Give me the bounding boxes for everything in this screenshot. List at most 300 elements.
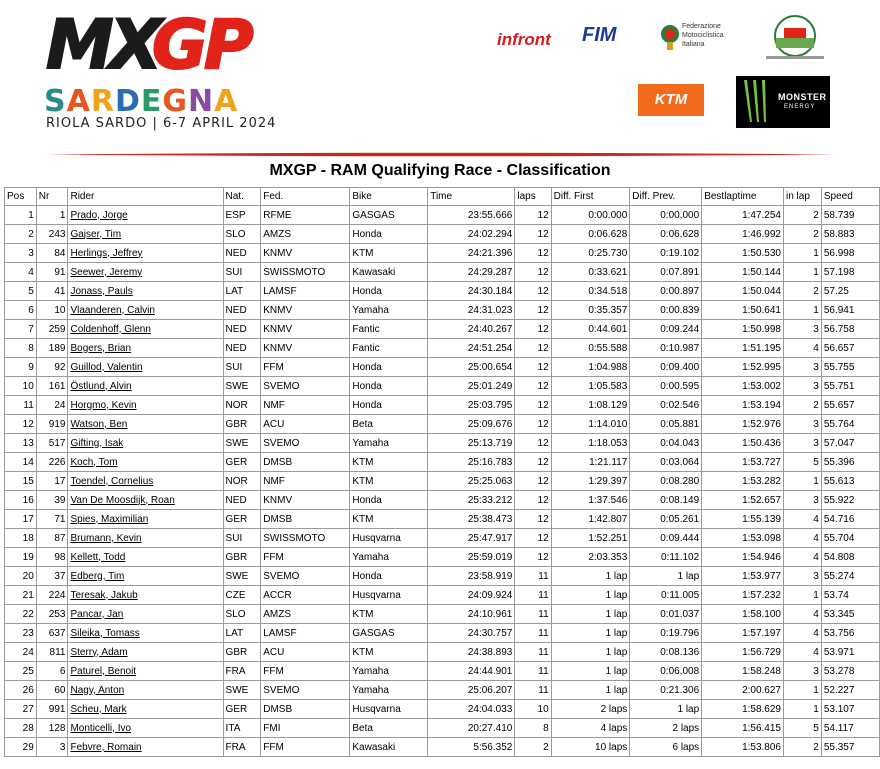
cell-laps: 12 [515,206,551,225]
cell-rider[interactable]: Paturel, Benoit [68,662,223,681]
cell-in-lap: 3 [784,358,822,377]
cell-rider[interactable]: Prado, Jorge [68,206,223,225]
cell-bike: GASGAS [350,206,428,225]
cell-fed: KNMV [261,491,350,510]
cell-diff-prev: 0:03.064 [630,453,702,472]
cell-nat: CZE [223,586,261,605]
cell-speed: 55.704 [821,529,879,548]
cell-speed: 56.998 [821,244,879,263]
cell-bike: GASGAS [350,624,428,643]
cell-time: 23:58.919 [428,567,515,586]
cell-speed: 58.739 [821,206,879,225]
cell-rider[interactable]: Febvre, Romain [68,738,223,757]
cell-fed: SVEMO [261,434,350,453]
fmi-logo [660,22,740,58]
cell-diff-first: 1:42.807 [551,510,630,529]
cell-nr: 98 [36,548,68,567]
cell-nat: SLO [223,225,261,244]
cell-speed: 54.716 [821,510,879,529]
cell-laps: 12 [515,339,551,358]
cell-rider[interactable]: Spies, Maximilian [68,510,223,529]
cell-laps: 11 [515,662,551,681]
cell-bestlaptime: 1:56.415 [702,719,784,738]
cell-nr: 253 [36,605,68,624]
cell-diff-prev: 0:09.444 [630,529,702,548]
cell-pos: 16 [5,491,37,510]
cell-pos: 9 [5,358,37,377]
cell-nat: ITA [223,719,261,738]
cell-fed: SVEMO [261,377,350,396]
event-name-letter: N [187,84,215,119]
cell-rider[interactable]: Gifting, Isak [68,434,223,453]
cell-laps: 12 [515,377,551,396]
cell-bike: Yamaha [350,548,428,567]
cell-nat: NED [223,339,261,358]
cell-nr: 919 [36,415,68,434]
cell-laps: 8 [515,719,551,738]
cell-nat: SWE [223,567,261,586]
cell-nr: 128 [36,719,68,738]
cell-speed: 55.764 [821,415,879,434]
table-row [5,282,880,301]
cell-fed: DMSB [261,700,350,719]
cell-bestlaptime: 1:53.727 [702,453,784,472]
cell-diff-first: 1:37.546 [551,491,630,510]
cell-nat: SWE [223,377,261,396]
cell-bike: Kawasaki [350,738,428,757]
cell-diff-prev: 1 lap [630,700,702,719]
cell-in-lap: 5 [784,719,822,738]
cell-nat: NED [223,244,261,263]
cell-speed: 57.25 [821,282,879,301]
cell-diff-first: 1:21.117 [551,453,630,472]
cell-diff-prev: 2 laps [630,719,702,738]
cell-diff-prev: 0:02.546 [630,396,702,415]
cell-in-lap: 1 [784,301,822,320]
cell-rider[interactable]: Toendel, Cornelius [68,472,223,491]
column-header-diff-first: Diff. First [551,188,630,206]
cell-fed: NMF [261,472,350,491]
cell-diff-first: 2 laps [551,700,630,719]
cell-bestlaptime: 1:52.976 [702,415,784,434]
cell-nr: 92 [36,358,68,377]
cell-nr: 6 [36,662,68,681]
cell-time: 24:38.893 [428,643,515,662]
cell-bike: Yamaha [350,434,428,453]
cell-time: 24:21.396 [428,244,515,263]
cell-time: 25:01.249 [428,377,515,396]
cell-rider[interactable]: Östlund, Alvin [68,377,223,396]
cell-nr: 87 [36,529,68,548]
cell-pos: 7 [5,320,37,339]
cell-speed: 53.278 [821,662,879,681]
cell-time: 24:10.961 [428,605,515,624]
table-row [5,453,880,472]
cell-rider[interactable]: Coldenhoff, Glenn [68,320,223,339]
cell-rider[interactable]: Koch, Tom [68,453,223,472]
cell-rider[interactable]: Edberg, Tim [68,567,223,586]
cell-time: 25:59.019 [428,548,515,567]
cell-rider[interactable]: Vlaanderen, Calvin [68,301,223,320]
cell-nat: NOR [223,396,261,415]
cell-rider[interactable]: Guillod, Valentin [68,358,223,377]
cell-fed: FFM [261,662,350,681]
cell-rider[interactable]: Gajser, Tim [68,225,223,244]
cell-time: 24:02.294 [428,225,515,244]
cell-diff-prev: 0:07.891 [630,263,702,282]
svg-text:GP: GP [152,8,250,80]
cell-speed: 56.657 [821,339,879,358]
table-row [5,700,880,719]
cell-fed: ACU [261,643,350,662]
cell-diff-prev: 0:00.839 [630,301,702,320]
cell-rider[interactable]: Monticelli, Ivo [68,719,223,738]
cell-diff-prev: 0:21.306 [630,681,702,700]
cell-time: 25:47.917 [428,529,515,548]
cell-in-lap: 4 [784,510,822,529]
cell-diff-prev: 0:11.005 [630,586,702,605]
cell-nr: 991 [36,700,68,719]
cell-nr: 811 [36,643,68,662]
table-row [5,358,880,377]
cell-bike: Honda [350,377,428,396]
table-row [5,244,880,263]
monster-energy-logo [736,76,830,128]
cell-diff-prev: 0:08.149 [630,491,702,510]
cell-bike: Honda [350,567,428,586]
cell-fed: RFME [261,206,350,225]
cell-bike: KTM [350,605,428,624]
cell-speed: 55.613 [821,472,879,491]
column-header-pos: Pos [5,188,37,206]
cell-bestlaptime: 1:53.977 [702,567,784,586]
cell-bestlaptime: 1:57.232 [702,586,784,605]
cell-speed: 55.755 [821,358,879,377]
cell-bike: KTM [350,453,428,472]
cell-diff-first: 1:18.053 [551,434,630,453]
cell-laps: 12 [515,301,551,320]
cell-speed: 56.941 [821,301,879,320]
cell-speed: 53.971 [821,643,879,662]
cell-in-lap: 2 [784,396,822,415]
cell-laps: 12 [515,263,551,282]
cell-in-lap: 2 [784,206,822,225]
cell-rider[interactable]: Pancar, Jan [68,605,223,624]
cell-nat: GER [223,700,261,719]
cell-nr: 161 [36,377,68,396]
cell-in-lap: 4 [784,548,822,567]
cell-nat: FRA [223,662,261,681]
cell-fed: NMF [261,396,350,415]
cell-time: 24:30.184 [428,282,515,301]
cell-fed: FFM [261,548,350,567]
cell-bestlaptime: 1:46.992 [702,225,784,244]
cell-bike: Honda [350,225,428,244]
cell-bike: KTM [350,510,428,529]
cell-diff-first: 1:04.988 [551,358,630,377]
cell-fed: KNMV [261,339,350,358]
table-row [5,510,880,529]
cell-time: 25:03.795 [428,396,515,415]
cell-diff-first: 0:34.518 [551,282,630,301]
cell-fed: DMSB [261,453,350,472]
column-header-time: Time [428,188,515,206]
ktm-logo: KTM [638,84,704,116]
cell-in-lap: 4 [784,624,822,643]
event-dates: RIOLA SARDO | 6-7 APRIL 2024 [46,116,277,131]
table-row [5,225,880,244]
cell-diff-prev: 0:19.102 [630,244,702,263]
cell-speed: 53.756 [821,624,879,643]
cell-time: 24:30.757 [428,624,515,643]
cell-bestlaptime: 1:58.629 [702,700,784,719]
cell-diff-first: 1:29.397 [551,472,630,491]
table-row [5,567,880,586]
column-header-nr: Nr [36,188,68,206]
cell-diff-prev: 0:11.102 [630,548,702,567]
monster-subtext: ENERGY [784,104,816,110]
cell-speed: 55.357 [821,738,879,757]
cell-bestlaptime: 1:53.098 [702,529,784,548]
cell-rider[interactable]: Sterry, Adam [68,643,223,662]
cell-nr: 637 [36,624,68,643]
table-row [5,396,880,415]
table-header-row [5,188,880,206]
cell-laps: 12 [515,282,551,301]
cell-pos: 3 [5,244,37,263]
cell-nat: NOR [223,472,261,491]
page-title: MXGP - RAM Qualifying Race - Classification [269,162,611,179]
cell-time: 23:55.666 [428,206,515,225]
cell-rider[interactable]: Scheu, Mark [68,700,223,719]
cell-bike: Yamaha [350,662,428,681]
cell-nat: NED [223,320,261,339]
cell-diff-prev: 0:04.043 [630,434,702,453]
cell-bike: Beta [350,415,428,434]
cell-in-lap: 3 [784,320,822,339]
cell-bike: Beta [350,719,428,738]
cell-bestlaptime: 1:50.641 [702,301,784,320]
cell-diff-first: 1 lap [551,681,630,700]
cell-pos: 23 [5,624,37,643]
cell-rider[interactable]: Bogers, Brian [68,339,223,358]
cell-bestlaptime: 1:50.044 [702,282,784,301]
cell-speed: 53.74 [821,586,879,605]
cell-nr: 60 [36,681,68,700]
page-header [0,0,880,160]
cell-bike: Honda [350,396,428,415]
fmi-text: Federazione Motociclistica Italiana [682,23,724,48]
cell-pos: 4 [5,263,37,282]
cell-in-lap: 2 [784,225,822,244]
cell-rider[interactable]: Seewer, Jeremy [68,263,223,282]
cell-diff-prev: 0:08.136 [630,643,702,662]
cell-diff-first: 0:44.601 [551,320,630,339]
cell-nr: 243 [36,225,68,244]
cell-bestlaptime: 1:51.195 [702,339,784,358]
cell-bike: Husqvarna [350,586,428,605]
cell-nat: ESP [223,206,261,225]
cell-rider[interactable]: Herlings, Jeffrey [68,244,223,263]
cell-rider[interactable]: Horgmo, Kevin [68,396,223,415]
cell-bike: KTM [350,472,428,491]
cell-fed: KNMV [261,301,350,320]
cell-speed: 57.198 [821,263,879,282]
cell-fed: FMI [261,719,350,738]
cell-diff-prev: 0:10.987 [630,339,702,358]
cell-in-lap: 2 [784,738,822,757]
cell-speed: 55.396 [821,453,879,472]
cell-nat: GBR [223,643,261,662]
cell-pos: 14 [5,453,37,472]
table-row [5,434,880,453]
cell-pos: 15 [5,472,37,491]
cell-bestlaptime: 1:56.729 [702,643,784,662]
cell-speed: 58.883 [821,225,879,244]
table-row [5,320,880,339]
cell-in-lap: 3 [784,415,822,434]
cell-nr: 517 [36,434,68,453]
cell-diff-prev: 1 lap [630,567,702,586]
table-row [5,301,880,320]
cell-in-lap: 4 [784,605,822,624]
cell-in-lap: 3 [784,567,822,586]
cell-rider[interactable]: Teresak, Jakub [68,586,223,605]
cell-speed: 54.808 [821,548,879,567]
cell-rider[interactable]: Van De Moosdijk, Roan [68,491,223,510]
cell-rider[interactable]: Watson, Ben [68,415,223,434]
cell-diff-prev: 0:01.037 [630,605,702,624]
cell-laps: 10 [515,700,551,719]
cell-time: 25:00.654 [428,358,515,377]
cell-laps: 12 [515,453,551,472]
cell-pos: 12 [5,415,37,434]
cell-bestlaptime: 1:50.144 [702,263,784,282]
table-row [5,529,880,548]
cell-nat: SWE [223,434,261,453]
cell-fed: KNMV [261,320,350,339]
cell-bestlaptime: 1:52.995 [702,358,784,377]
event-name-letter: D [114,84,141,119]
cell-bestlaptime: 1:47.254 [702,206,784,225]
event-name [44,84,238,119]
cell-diff-first: 0:00.000 [551,206,630,225]
cell-pos: 1 [5,206,37,225]
cell-bike: KTM [350,244,428,263]
cell-time: 24:31.023 [428,301,515,320]
cell-rider[interactable]: Nagy, Anton [68,681,223,700]
cell-laps: 12 [515,529,551,548]
cell-diff-first: 2:03.353 [551,548,630,567]
cell-pos: 8 [5,339,37,358]
cell-diff-first: 1 lap [551,586,630,605]
cell-fed: LAMSF [261,624,350,643]
cell-rider[interactable]: Brumann, Kevin [68,529,223,548]
cell-time: 25:13.719 [428,434,515,453]
column-header-rider: Rider [68,188,223,206]
cell-nat: LAT [223,282,261,301]
cell-laps: 11 [515,605,551,624]
cell-diff-first: 0:55.588 [551,339,630,358]
cell-diff-first: 0:25.730 [551,244,630,263]
cell-nat: SLO [223,605,261,624]
cell-diff-prev: 0:05.261 [630,510,702,529]
header-divider [46,152,836,157]
cell-diff-prev: 0:08.280 [630,472,702,491]
event-name-letter: E [140,84,163,119]
cell-nr: 71 [36,510,68,529]
cell-rider[interactable]: Jonass, Pauls [68,282,223,301]
table-row [5,586,880,605]
cell-bestlaptime: 2:00.627 [702,681,784,700]
cell-diff-first: 1:05.583 [551,377,630,396]
cell-rider[interactable]: Kellett, Todd [68,548,223,567]
cell-bestlaptime: 1:57.197 [702,624,784,643]
cell-fed: AMZS [261,225,350,244]
column-header-nat: Nat. [223,188,261,206]
cell-bike: Fantic [350,320,428,339]
table-row [5,377,880,396]
cell-nr: 91 [36,263,68,282]
table-row [5,491,880,510]
cell-pos: 20 [5,567,37,586]
cell-pos: 22 [5,605,37,624]
cell-bestlaptime: 1:52.657 [702,491,784,510]
cell-pos: 21 [5,586,37,605]
cell-diff-first: 4 laps [551,719,630,738]
cell-bestlaptime: 1:53.194 [702,396,784,415]
cell-nat: FRA [223,738,261,757]
cell-speed: 53.345 [821,605,879,624]
cell-time: 20:27.410 [428,719,515,738]
cell-time: 25:38.473 [428,510,515,529]
cell-diff-first: 1 lap [551,567,630,586]
cell-nat: GER [223,453,261,472]
cell-laps: 12 [515,358,551,377]
column-header-bestlaptime: Bestlaptime [702,188,784,206]
cell-bestlaptime: 1:50.998 [702,320,784,339]
column-header-laps: laps [515,188,551,206]
cell-fed: ACCR [261,586,350,605]
cell-laps: 12 [515,472,551,491]
cell-laps: 11 [515,586,551,605]
cell-bestlaptime: 1:58.100 [702,605,784,624]
cell-speed: 55.274 [821,567,879,586]
cell-pos: 18 [5,529,37,548]
cell-nat: LAT [223,624,261,643]
cell-in-lap: 4 [784,339,822,358]
cell-nat: GBR [223,548,261,567]
cell-diff-prev: 0:05.881 [630,415,702,434]
cell-pos: 29 [5,738,37,757]
cell-nr: 1 [36,206,68,225]
cell-nat: NED [223,301,261,320]
cell-nr: 17 [36,472,68,491]
cell-diff-prev: 6 laps [630,738,702,757]
cell-in-lap: 1 [784,681,822,700]
cell-nr: 41 [36,282,68,301]
cell-in-lap: 5 [784,453,822,472]
table-row [5,605,880,624]
cell-pos: 5 [5,282,37,301]
cell-rider[interactable]: Sileika, Tomass [68,624,223,643]
cell-time: 24:04.033 [428,700,515,719]
cell-diff-prev: 0:00.897 [630,282,702,301]
cell-in-lap: 1 [784,586,822,605]
cell-speed: 52.227 [821,681,879,700]
cell-time: 25:16.783 [428,453,515,472]
cell-nr: 24 [36,396,68,415]
